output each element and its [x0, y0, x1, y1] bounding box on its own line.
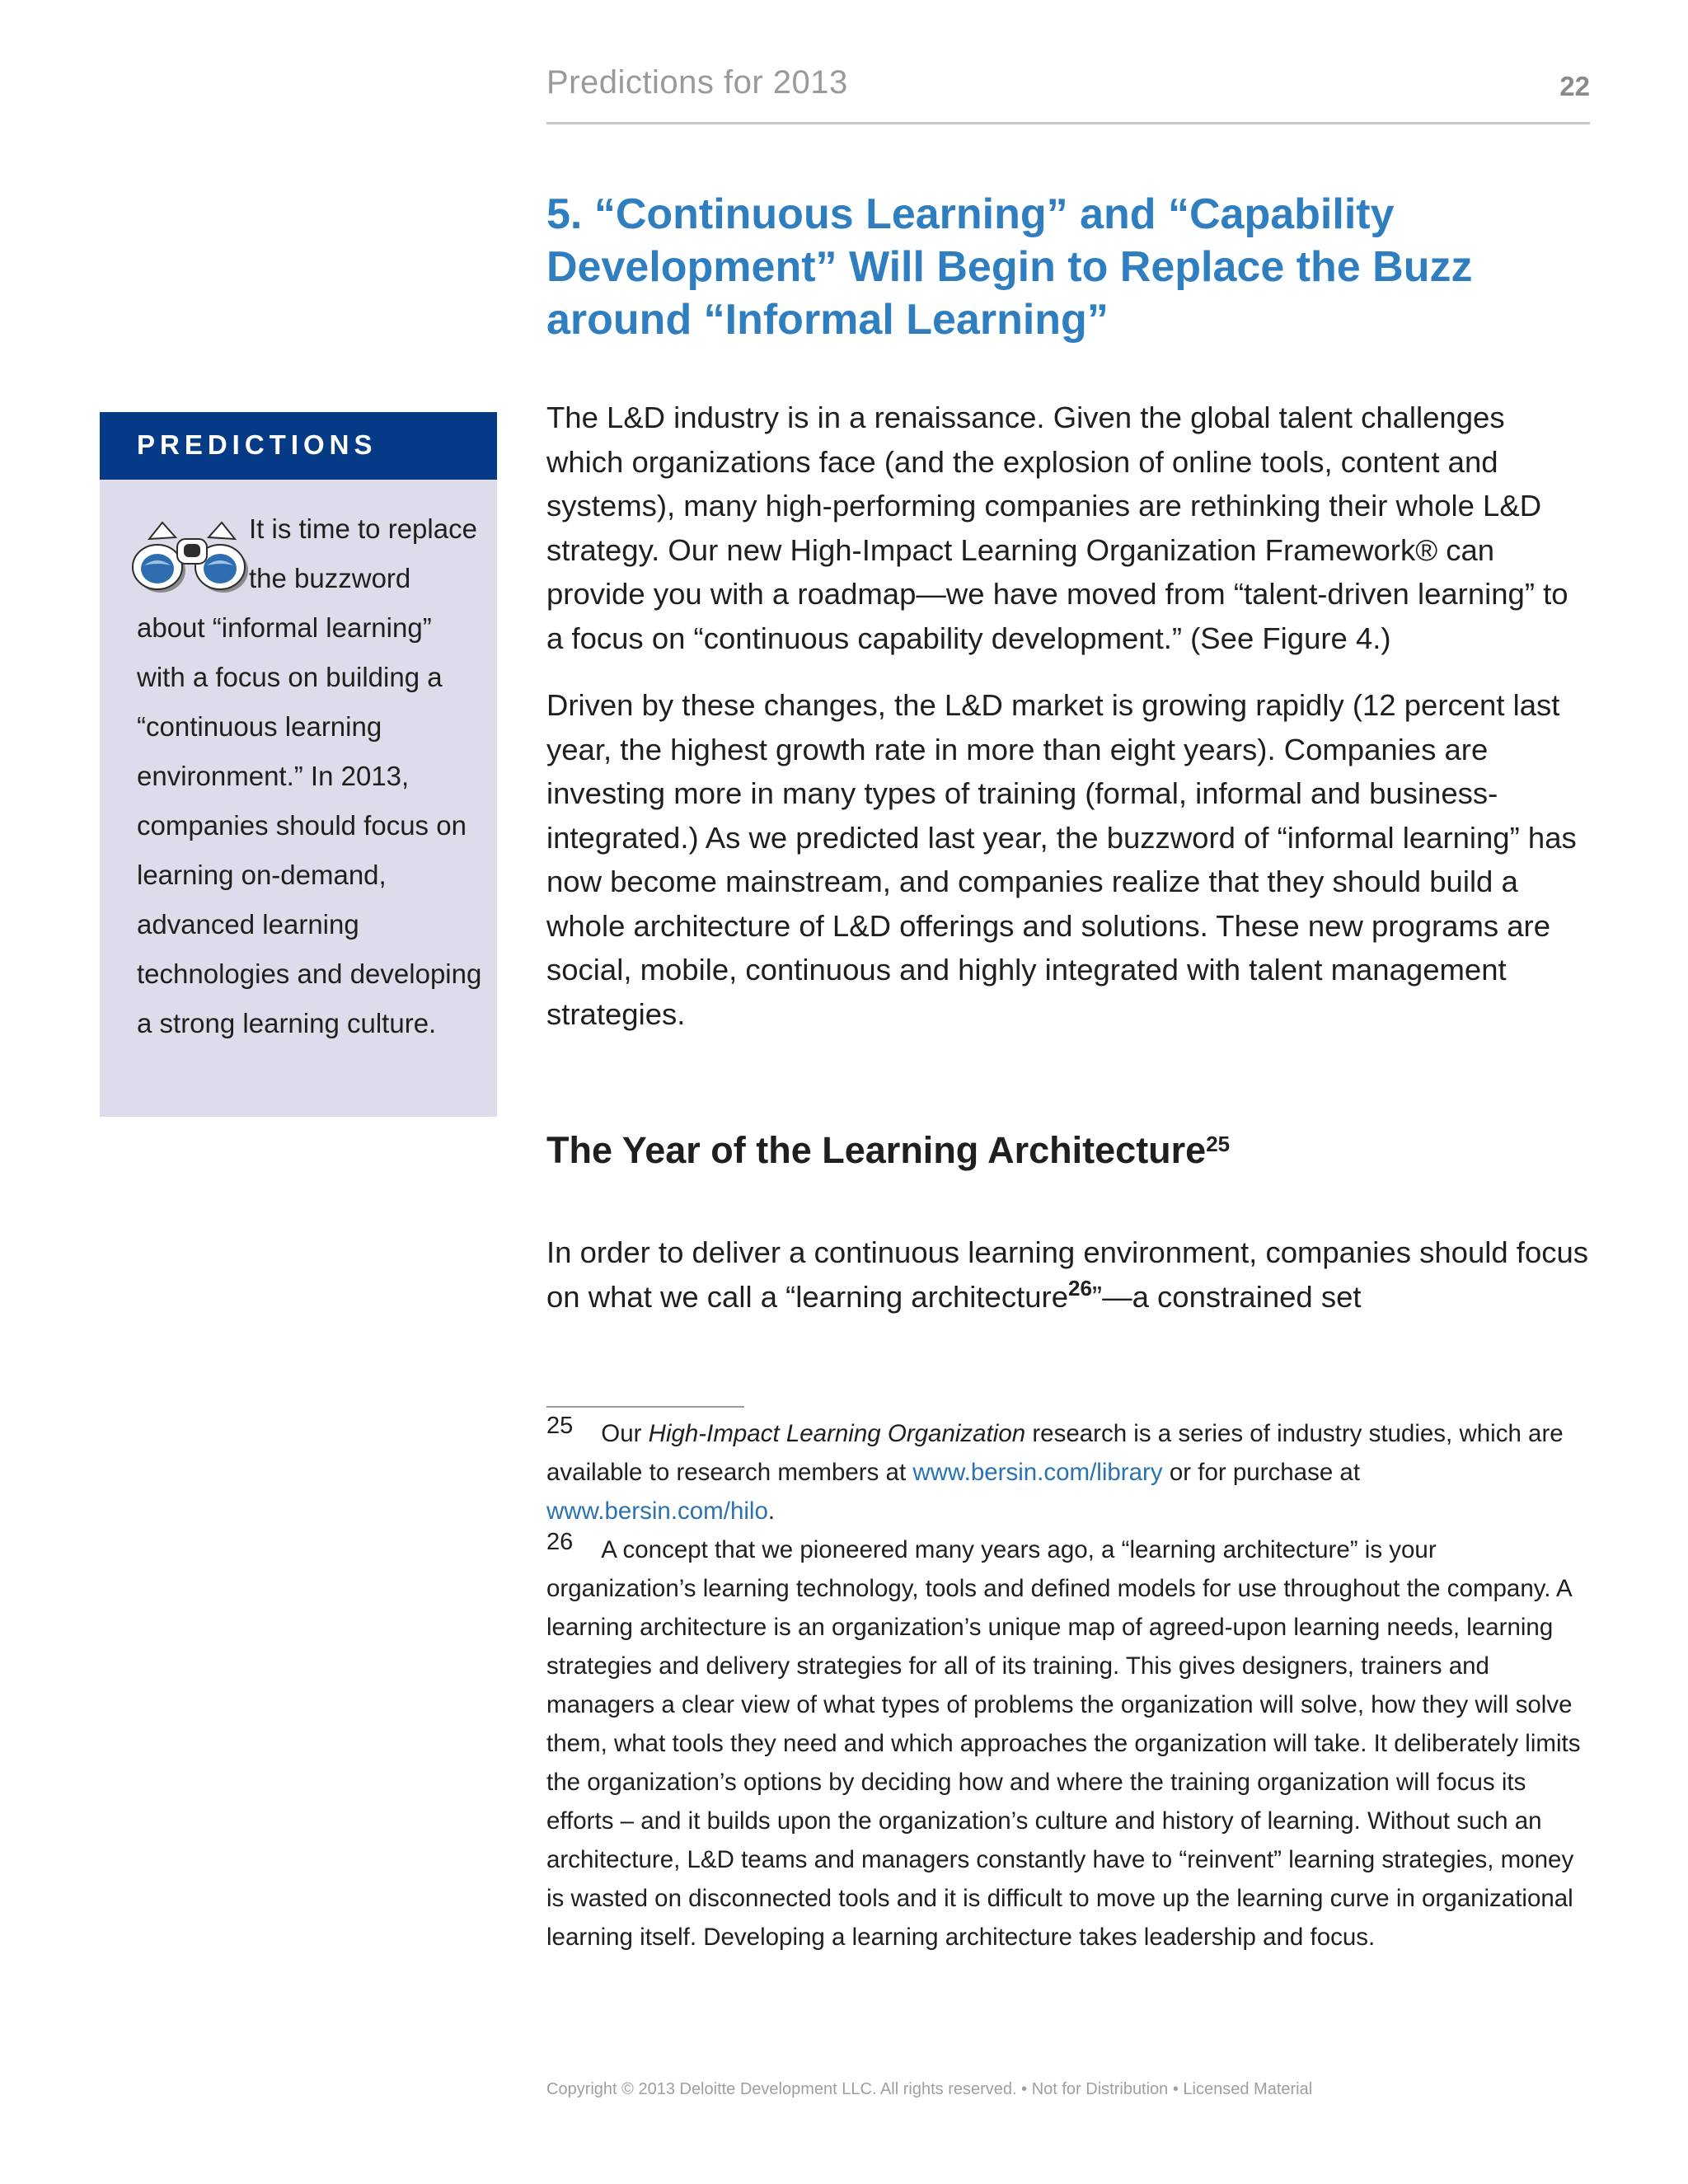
footnote-ref-26[interactable]: 26 — [1068, 1275, 1092, 1301]
sidebar-header — [100, 412, 497, 480]
body-paragraph-2: Driven by these changes, the L&D market is growing rapidly (12 percent last year, the highest growth rate in more than eight years). Companies are investing more in many types of training (formal, informal and business-integrated.) As we predicted last year, the buzzword of “informal learning” has now become mainstream, and companies realize that they should build a whole architecture of L&D offerings and solutions. These new programs are social, mobile, continuous and highly integrated with talent management strategies. — [546, 688, 1577, 1031]
sidebar-prediction-text — [137, 504, 483, 1048]
header-divider — [546, 122, 1590, 124]
copyright-footer: Copyright © 2013 Deloitte Development LLC. All rights reserved. • Not for Distribution • Licensed Material — [546, 2080, 1313, 2098]
footnote-25-italic: High-Impact Learning Organization — [648, 1420, 1026, 1447]
predictions-sidebar — [100, 412, 497, 1117]
footnote-26-text: A concept that we pioneered many years ago, a “learning architecture” is your organization’s learning technology, tools and defined models for use throughout the company. A learning architecture is an organization’s unique map of agreed-upon learning needs, learning strategies and delivery strategies for all of its training. This gives designers, trainers and managers a clear view of what types of problems the organization will solve, how they will solve them, what tools they need and which approaches the organization will take. It deliberately limits the organization’s options by deciding how and where the training organization will focus its efforts – and it builds upon the organization’s culture and history of learning. Without such an architecture, L&D teams and managers constantly have to “reinvent” learning strategies, money is wasted on disconnected tools and it is difficult to move up the learning curve in organizational learning itself. Developing a learning architecture takes leadership and focus. — [546, 1536, 1581, 1951]
body-paragraph-3-end: ”—a constrained set — [1091, 1279, 1362, 1314]
footnote-ref-25[interactable]: 25 — [1206, 1132, 1231, 1156]
footnotes — [546, 1414, 1590, 1957]
footnote-25-text-4: . — [767, 1497, 776, 1525]
sidebar-label: PREDICTIONS — [137, 429, 377, 460]
footnote-25 — [546, 1414, 1590, 1530]
hilo-link[interactable]: www.bersin.com/hilo — [546, 1497, 768, 1525]
running-header-title: Predictions for 2013 — [546, 64, 848, 101]
footnote-25-text-2: research is a series of industry studies, which are available to research members at — [546, 1420, 1564, 1486]
subheading-text: The Year of the Learning Architecture — [546, 1129, 1207, 1171]
body-paragraph-3-start: In order to deliver a continuous learning environment, companies should focus on what we call a “learning architecture — [546, 1235, 1589, 1314]
footnote-25-text-1: Our — [601, 1420, 649, 1447]
section-heading: 5. “Continuous Learning” and “Capability Development” Will Begin to Replace the Buzz around “Informal Learning” — [546, 190, 1473, 344]
page-number: 22 — [1559, 71, 1590, 101]
library-link[interactable]: www.bersin.com/library — [912, 1459, 1163, 1486]
footnote-number-26: 26 — [546, 1529, 574, 1555]
footnote-26 — [546, 1530, 1590, 1957]
body-paragraph-3 — [546, 1230, 1590, 1319]
footnote-number-25: 25 — [546, 1413, 574, 1439]
footnote-divider — [546, 1406, 744, 1408]
body-paragraph-1: The L&D industry is in a renaissance. Given the global talent challenges which organizations face (and the explosion of online tools, content and systems), many high-performing companies are rethinking their whole L&D strategy. Our new High-Impact Learning Organization Framework® can provide you with a roadmap—we have moved from “talent-driven learning” to a focus on “continuous capability development.” (See Figure 4.) — [546, 401, 1568, 655]
icon-spacer — [137, 504, 249, 602]
subheading — [546, 1129, 1230, 1172]
footnote-25-text-3: or for purchase at — [1162, 1459, 1361, 1486]
sidebar-prediction-content: It is time to replace the buzzword about “informal learning” with a focus on building a “continuous learning environment.” In 2013, companies should focus on learning on-demand, advanced learning technologies and developing a strong learning culture. — [137, 513, 482, 1038]
body-text — [546, 396, 1590, 1059]
